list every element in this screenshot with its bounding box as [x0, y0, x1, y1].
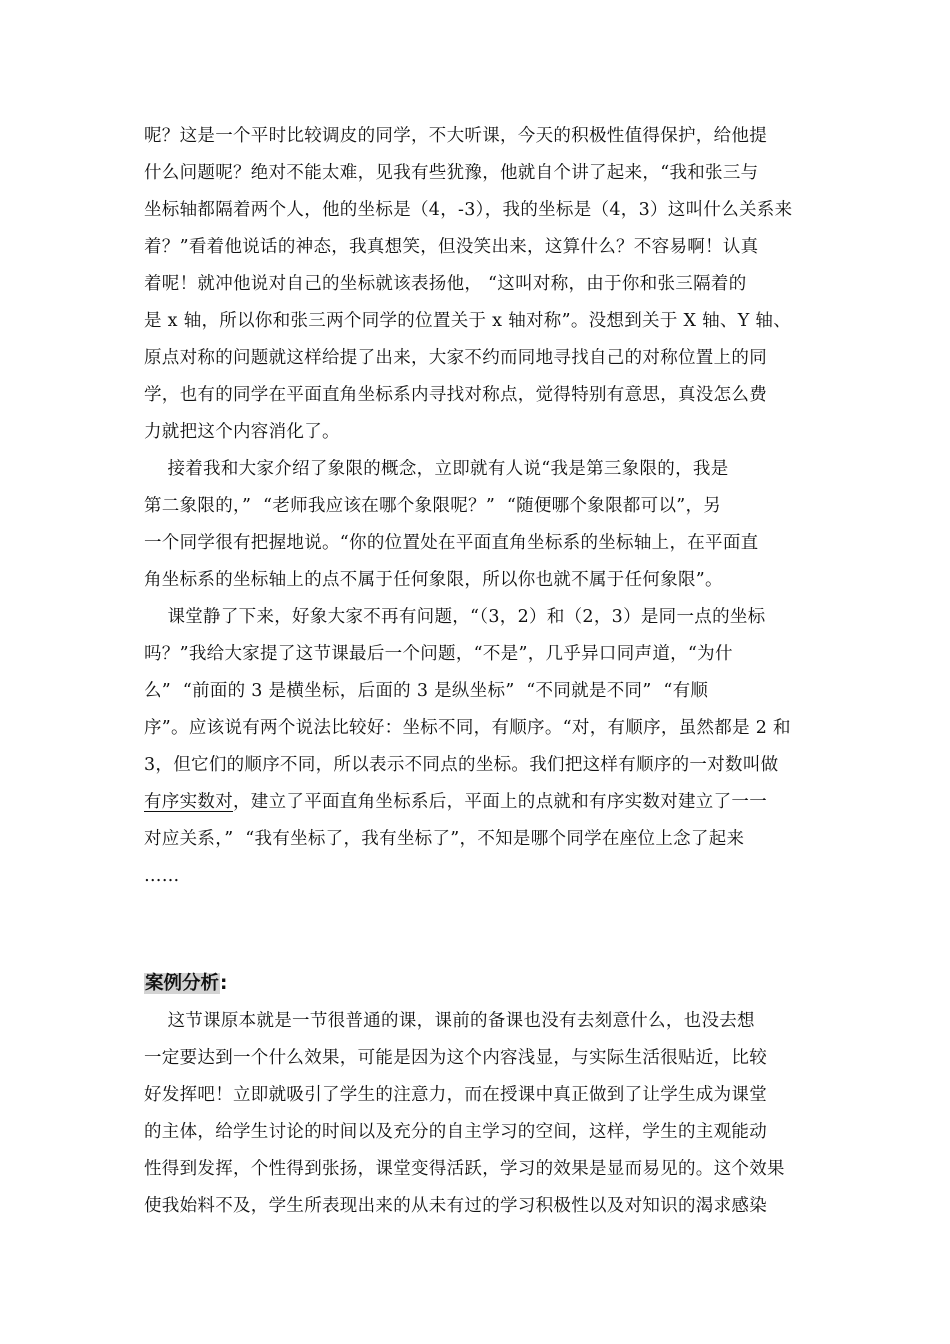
text-line: 呢？这是一个平时比较调皮的同学，不大听课，今天的积极性值得保护，给他提 — [144, 126, 767, 146]
text-line: 第二象限的，” “老师我应该在哪个象限呢？” “随便哪个象限都可以”，另 — [144, 496, 722, 516]
text-line — [144, 784, 814, 820]
text-line: …… — [144, 866, 180, 886]
section-heading — [144, 966, 227, 1002]
text-line: 坐标轴都隔着两个人，他的坐标是（4，-3），我的坐标是（4，3）这叫什么关系来 — [144, 200, 793, 220]
text-line: 使我始料不及，学生所表现出来的从未有过的学习积极性以及对知识的渴求感染 — [144, 1196, 767, 1216]
text-line: 着呢！就冲他说对自己的坐标就该表扬他， “这叫对称，由于你和张三隔着的 — [144, 274, 747, 294]
text-line: 角坐标系的坐标轴上的点不属于任何象限，所以你也就不属于任何象限”。 — [144, 570, 723, 590]
text-line: 好发挥吧！立即就吸引了学生的注意力，而在授课中真正做到了让学生成为课堂 — [144, 1085, 767, 1105]
text-line: 对应关系，” “我有坐标了，我有坐标了”，不知是哪个同学在座位上念了起来 — [144, 829, 745, 849]
text-line: 序”。应该说有两个说法比较好：坐标不同，有顺序。“对，有顺序，虽然都是 2 和 — [144, 718, 791, 738]
text-segment: ，建立了平面直角坐标系后，平面上的点就和有序实数对建立了一一 — [233, 792, 767, 812]
text-line: 么” “前面的 3 是横坐标，后面的 3 是纵坐标” “不同就是不同” “有顺 — [144, 681, 709, 701]
text-line: 原点对称的问题就这样给提了出来，大家不约而同地寻找自己的对称位置上的同 — [144, 348, 767, 368]
section-heading-text: 案例分析 — [145, 973, 220, 994]
text-line: 着？”看着他说话的神态，我真想笑，但没笑出来，这算什么？不容易啊！认真 — [144, 237, 759, 257]
text-line: 一个同学很有把握地说。“你的位置处在平面直角坐标系的坐标轴上，在平面直 — [144, 533, 759, 553]
text-line: 力就把这个内容消化了。 — [144, 422, 340, 442]
text-line: 学，也有的同学在平面直角坐标系内寻找对称点，觉得特别有意思，真没怎么费 — [144, 385, 767, 405]
section-heading-colon: : — [220, 973, 228, 994]
text-line: 接着我和大家介绍了象限的概念，立即就有人说“我是第三象限的，我是 — [144, 459, 729, 479]
text-line: 3，但它们的顺序不同，所以表示不同点的坐标。我们把这样有顺序的一对数叫做 — [144, 755, 779, 775]
text-line: 是 x 轴，所以你和张三两个同学的位置关于 x 轴对称”。没想到关于 X 轴、Y 轴、 — [144, 311, 792, 331]
text-line: 课堂静了下来，好象大家不再有问题，“（3，2）和（2，3）是同一点的坐标 — [144, 607, 766, 627]
text-line: 一定要达到一个什么效果，可能是因为这个内容浅显，与实际生活很贴近，比较 — [144, 1048, 767, 1068]
text-line: 性得到发挥，个性得到张扬，课堂变得活跃，学习的效果是显而易见的。这个效果 — [144, 1159, 785, 1179]
text-line: 什么问题呢？绝对不能太难，见我有些犹豫，他就自个讲了起来，“我和张三与 — [144, 163, 759, 183]
text-line: 这节课原本就是一节很普通的课，课前的备课也没有去刻意什么，也没去想 — [144, 1011, 755, 1031]
text-line: 吗？”我给大家提了这节课最后一个问题，“不是”，几乎异口同声道，“为什 — [144, 644, 733, 664]
text-line: 的主体，给学生讨论的时间以及充分的自主学习的空间，这样，学生的主观能动 — [144, 1122, 767, 1142]
underlined-term: 有序实数对 — [144, 792, 233, 812]
